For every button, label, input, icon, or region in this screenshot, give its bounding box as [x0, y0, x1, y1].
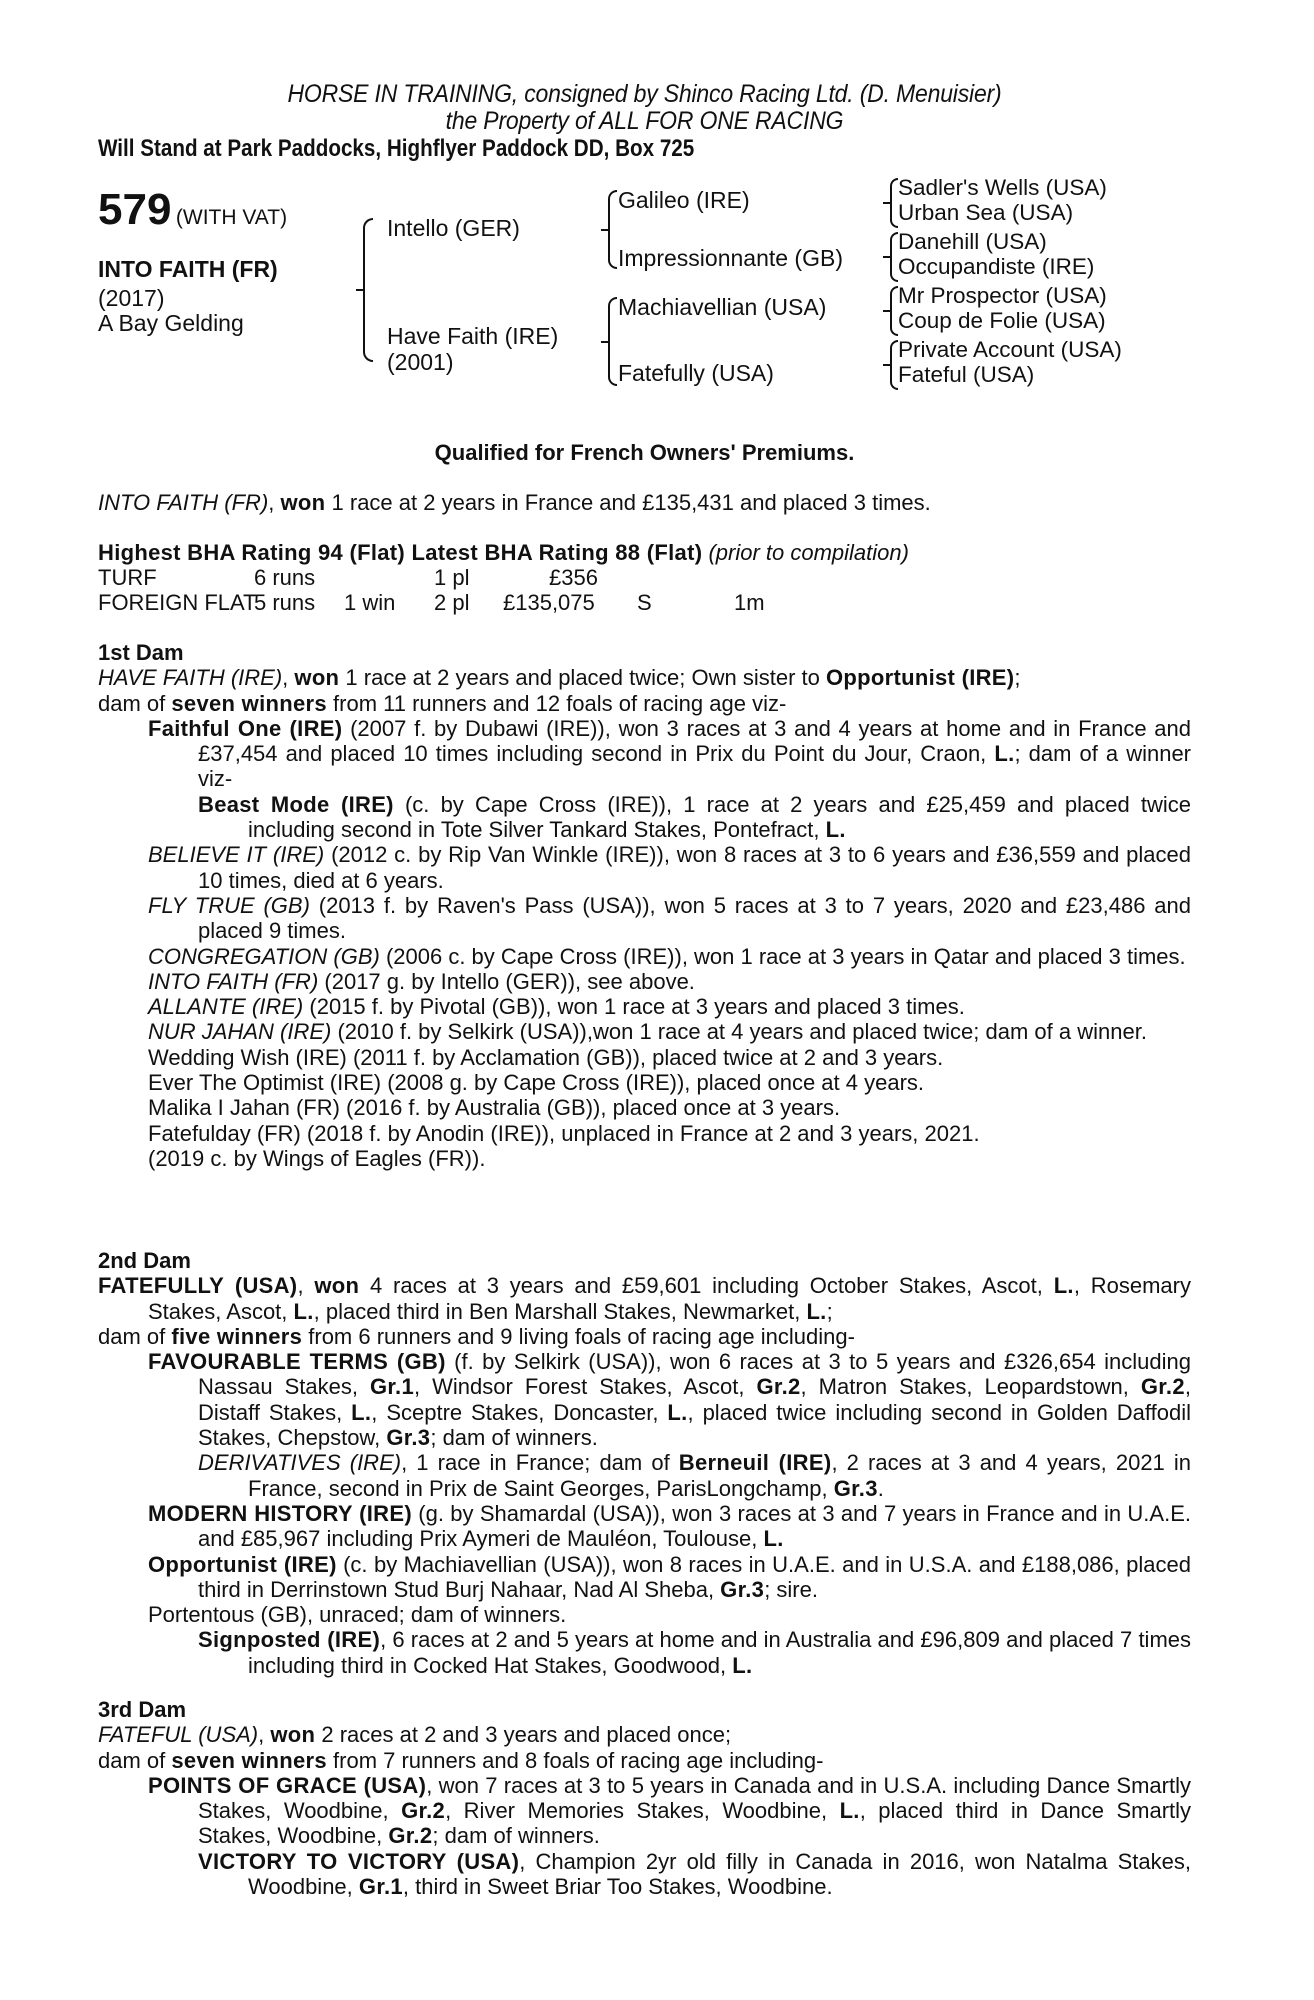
summary-text: 1 race at 2 years in France and £135,431 and placed 3 times. — [325, 490, 931, 515]
produce-entry — [98, 1349, 1191, 1450]
pedigree-ggp-1: Sadler's Wells (USA) — [898, 175, 1107, 200]
summary-horse-name: INTO FAITH (FR) — [98, 490, 269, 515]
won-label: won — [294, 665, 340, 691]
text: , Distaff Stakes, — [198, 1374, 1191, 1425]
second-dam-intro: FATEFULLY (USA), won 4 races at 3 years and £59,601 including October Stakes, Ascot, L., Rosemary Stakes, Ascot, L., placed third in Ben Marshall Stakes, Newmarket, L.; — [98, 1273, 1191, 1324]
grade-mark: Gr.3 — [833, 1475, 878, 1501]
pedigree-brace — [890, 178, 898, 228]
produce-text: (2010 f. by Selkirk (USA)),won 1 race at 4 years and placed twice; dam of a winner. — [331, 1019, 1147, 1045]
text: from 6 runners and 9 living foals of racing age including- — [302, 1323, 855, 1349]
punct: ; — [1014, 665, 1021, 691]
produce-entry — [98, 1627, 1191, 1678]
text: dam of — [98, 690, 172, 716]
lot-number-group — [98, 185, 287, 235]
second-dam-produce-summary — [98, 1324, 1191, 1349]
produce-entry — [98, 842, 1191, 893]
horse-name: INTO FAITH (FR) — [98, 256, 278, 282]
first-dam-section — [98, 640, 1191, 1171]
rating-note: (prior to compilation) — [708, 540, 909, 565]
first-dam-text: 1 race at 2 years and placed twice; Own sister to — [339, 665, 826, 691]
form-wins: 1 win — [344, 590, 396, 615]
first-dam-name: HAVE FAITH (IRE) — [98, 665, 283, 691]
pedigree-grandsire-2: Machiavellian (USA) — [618, 294, 827, 320]
text: 4 races at 3 years and £59,601 including October Stakes, Ascot, — [359, 1273, 1054, 1299]
produce-name: FAVOURABLE TERMS (GB) — [148, 1349, 446, 1375]
text: , 6 races at 2 and 5 years at home and in Australia and £96,809 and placed 7 times including third in Cocked Hat Stakes, Goodwood, — [248, 1627, 1192, 1678]
sibling-name: Opportunist (IRE) — [825, 665, 1015, 691]
produce-name: ALLANTE (IRE) — [148, 994, 304, 1020]
third-dam-section — [98, 1697, 1191, 1899]
text: ; dam of winners. — [430, 1425, 598, 1451]
text: from 7 runners and 8 foals of racing age including- — [326, 1747, 824, 1773]
produce-entry — [98, 1019, 1191, 1044]
produce-name: Signposted (IRE) — [198, 1627, 381, 1653]
produce-name: NUR JAHAN (IRE) — [148, 1019, 332, 1045]
produce-entry — [98, 1849, 1191, 1900]
third-dam-name: FATEFUL (USA) — [98, 1722, 259, 1748]
produce-name: Beast Mode (IRE) — [198, 791, 394, 817]
third-dam-heading: 3rd Dam — [98, 1697, 187, 1722]
form-row-foreign-flat — [98, 590, 898, 615]
produce-entry — [98, 1450, 1191, 1501]
produce-entry — [98, 1552, 1191, 1603]
location-line: Will Stand at Park Paddocks, Highflyer Paddock DD, Box 725 — [98, 135, 695, 162]
horse-description: A Bay Gelding — [98, 310, 244, 336]
second-dam-heading: 2nd Dam — [98, 1248, 191, 1273]
text: , third in Sweet Briar Too Stakes, Woodbine. — [402, 1874, 833, 1900]
text: , Champion 2yr old filly in Canada in 2016, won Natalma Stakes, Woodbine, — [248, 1848, 1191, 1900]
produce-entry — [98, 792, 1191, 843]
pedigree-brace — [363, 218, 373, 362]
grade-mark: Gr.3 — [386, 1425, 431, 1451]
third-dam-produce-summary — [98, 1748, 1191, 1773]
text: (c. by Machiavellian (USA)), won 8 races in U.A.E. and in U.S.A. and £188,086, placed third in Derrinstown Stud Burj Nahaar, Nad Al Sheba, — [198, 1551, 1191, 1602]
pedigree-ggp-3: Danehill (USA) — [898, 229, 1047, 254]
text: , won 7 races at 3 to 5 years in Canada and in U.S.A. including Dance Smartly Stakes, Woodbine, — [198, 1772, 1191, 1824]
premiums-note: Qualified for French Owners' Premiums. — [434, 440, 855, 465]
third-dam-intro: FATEFUL (USA), won 2 races at 2 and 3 years and placed once; — [98, 1722, 732, 1748]
produce-name: FLY TRUE (GB) — [148, 892, 310, 918]
produce-entry — [98, 994, 1191, 1019]
pedigree-ggp-7: Private Account (USA) — [898, 337, 1122, 362]
bha-rating — [98, 540, 1191, 565]
pedigree-brace — [608, 190, 617, 269]
listed-mark: L. — [351, 1399, 372, 1425]
pedigree-dam-year: (2001) — [387, 349, 454, 375]
first-dam-produce-summary — [98, 691, 1191, 716]
pedigree-granddam-1: Impressionnante (GB) — [618, 245, 843, 271]
listed-mark: L. — [1053, 1273, 1074, 1299]
produce-name: Opportunist (IRE) — [148, 1551, 337, 1577]
produce-entry — [98, 893, 1191, 944]
produce-name: INTO FAITH (FR) — [148, 968, 319, 994]
pedigree-sire: Intello (GER) — [387, 215, 520, 241]
form-type: TURF — [98, 565, 157, 590]
produce-text: (2007 f. by Dubawi (IRE)), won 3 races at 3 and 4 years at home and in France and £37,454 and placed 10 times including second in Prix du Point du Jour, Craon, — [198, 715, 1192, 767]
text: ; dam of winners. — [432, 1823, 600, 1849]
produce-entry: Wedding Wish (IRE) (2011 f. by Acclamation (GB)), placed twice at 2 and 3 years. — [148, 1044, 944, 1070]
rating-values: Highest BHA Rating 94 (Flat) Latest BHA Rating 88 (Flat) — [98, 540, 703, 565]
text: , Matron Stakes, Leopardstown, — [800, 1374, 1141, 1400]
text: dam of — [98, 1323, 172, 1349]
listed-mark: L. — [994, 741, 1015, 767]
form-placed: 1 pl — [434, 565, 470, 590]
horse-year: (2017) — [98, 285, 165, 311]
produce-text: (c. by Cape Cross (IRE)), 1 race at 2 years and £25,459 and placed twice including second in Tote Silver Tankard Stakes, Pontefract, — [248, 791, 1191, 843]
text: , 1 race in France; dam of — [401, 1450, 679, 1476]
form-going: S — [637, 590, 652, 615]
form-runs: 6 runs — [254, 565, 316, 590]
pedigree-ggp-6: Coup de Folie (USA) — [898, 308, 1106, 333]
listed-mark: L. — [806, 1298, 827, 1324]
winners-count: five winners — [171, 1323, 303, 1349]
form-table — [98, 565, 898, 617]
second-dam-section — [98, 1248, 1191, 1678]
produce-text: (2013 f. by Raven's Pass (USA)), won 5 races at 3 to 7 years, 2020 and £23,486 and placed 9 times. — [198, 892, 1191, 944]
text: , Windsor Forest Stakes, Ascot, — [414, 1374, 757, 1400]
produce-text: (2012 c. by Rip Van Winkle (IRE)), won 8 races at 3 to 6 years and £36,559 and placed 10 times, died at 6 years. — [198, 842, 1191, 893]
text: , 2 races at 3 and 4 years, 2021 in France, second in Prix de Saint Georges, ParisLongchamp, — [248, 1450, 1192, 1501]
produce-entry — [98, 716, 1191, 792]
vat-label: (WITH VAT) — [175, 206, 288, 229]
form-distance: 1m — [734, 590, 765, 615]
pedigree-grandsire-1: Galileo (IRE) — [618, 187, 750, 213]
produce-text: (2015 f. by Pivotal (GB)), won 1 race at 3 years and placed 3 times. — [303, 994, 965, 1020]
pedigree-brace — [890, 340, 898, 390]
listed-mark: L. — [293, 1298, 314, 1324]
text: , placed twice including second in Golden Daffodil Stakes, Chepstow, — [198, 1399, 1191, 1451]
grade-mark: Gr.1 — [358, 1874, 403, 1900]
punct: ; — [826, 1298, 833, 1324]
produce-entry: Portentous (GB), unraced; dam of winners. — [148, 1602, 567, 1628]
form-row-turf — [98, 565, 898, 590]
pedigree-granddam-2: Fatefully (USA) — [618, 360, 774, 386]
pedigree-dam: Have Faith (IRE) — [387, 323, 559, 349]
text: , placed third in Dance Smartly Stakes, Woodbine, — [198, 1798, 1192, 1849]
produce-entry — [98, 969, 1191, 994]
summary-won: won — [280, 490, 326, 515]
grade-mark: Gr.2 — [756, 1374, 801, 1400]
pedigree-brace — [608, 297, 617, 386]
produce-name: MODERN HISTORY (IRE) — [148, 1500, 412, 1526]
form-prize: £356 — [549, 565, 598, 590]
pedigree-brace — [890, 232, 898, 282]
grade-mark: Gr.2 — [1140, 1374, 1185, 1400]
produce-name: Berneuil (IRE) — [678, 1450, 832, 1476]
pedigree-brace — [890, 286, 898, 336]
text: from 11 runners and 12 foals of racing age viz- — [326, 690, 787, 716]
property-line: the Property of ALL FOR ONE RACING — [445, 107, 844, 135]
produce-entry — [98, 1773, 1191, 1849]
race-summary: INTO FAITH (FR), won 1 race at 2 years in France and £135,431 and placed 3 times. — [98, 490, 931, 515]
text: 2 races at 2 and 3 years and placed once; — [315, 1722, 732, 1748]
second-dam-name: FATEFULLY (USA) — [98, 1273, 298, 1299]
pedigree-ggp-5: Mr Prospector (USA) — [898, 283, 1107, 308]
produce-name: VICTORY TO VICTORY (USA) — [198, 1848, 520, 1874]
won-label: won — [314, 1273, 360, 1299]
listed-mark: L. — [763, 1526, 784, 1552]
form-type: FOREIGN FLAT — [98, 590, 257, 615]
winners-count: seven winners — [171, 690, 327, 716]
produce-entry — [98, 944, 1191, 969]
listed-mark: L. — [825, 817, 846, 843]
produce-entry: Malika I Jahan (FR) (2016 f. by Australia (GB)), placed once at 3 years. — [148, 1095, 841, 1121]
form-runs: 5 runs — [254, 590, 316, 615]
produce-entry: Fatefulday (FR) (2018 f. by Anodin (IRE)), unplaced in France at 2 and 3 years, 2021. — [148, 1120, 980, 1146]
grade-mark: Gr.3 — [720, 1576, 765, 1602]
won-label: won — [270, 1722, 316, 1748]
winners-count: seven winners — [171, 1747, 327, 1773]
listed-mark: L. — [732, 1652, 753, 1678]
lot-number: 579 — [98, 185, 172, 234]
produce-name: POINTS OF GRACE (USA) — [148, 1772, 427, 1798]
produce-text: (2017 g. by Intello (GER)), see above. — [318, 968, 695, 994]
produce-entry: (2019 c. by Wings of Eagles (FR)). — [148, 1145, 486, 1171]
produce-entry — [98, 1501, 1191, 1552]
pedigree-ggp-8: Fateful (USA) — [898, 362, 1035, 387]
text: (f. by Selkirk (USA)), won 6 races at 3 to 5 years and £326,654 including Nassau Stakes, — [198, 1349, 1192, 1400]
first-dam-heading: 1st Dam — [98, 640, 184, 665]
punct: . — [877, 1475, 884, 1501]
produce-name: DERIVATIVES (IRE) — [198, 1450, 402, 1476]
text: , Sceptre Stakes, Doncaster, — [371, 1399, 668, 1425]
text: dam of — [98, 1747, 172, 1773]
produce-entry: Ever The Optimist (IRE) (2008 g. by Cape Cross (IRE)), placed once at 4 years. — [148, 1070, 925, 1096]
text: , Rosemary Stakes, Ascot, — [148, 1273, 1191, 1324]
produce-name: CONGREGATION (GB) — [148, 943, 380, 969]
pedigree-ggp-4: Occupandiste (IRE) — [898, 254, 1095, 279]
listed-mark: L. — [667, 1399, 688, 1425]
produce-text: (2006 c. by Cape Cross (IRE)), won 1 race at 3 years in Qatar and placed 3 times. — [379, 943, 1186, 969]
text: , River Memories Stakes, Woodbine, — [445, 1798, 840, 1824]
grade-mark: Gr.2 — [388, 1823, 433, 1849]
listed-mark: L. — [839, 1798, 860, 1824]
grade-mark: Gr.1 — [370, 1374, 415, 1400]
consignor-line: HORSE IN TRAINING, consigned by Shinco Racing Ltd. (D. Menuisier) — [287, 80, 1002, 108]
text: , placed third in Ben Marshall Stakes, Newmarket, — [313, 1298, 807, 1324]
text: (g. by Shamardal (USA)), won 3 races at 3 and 7 years in France and in U.A.E. and £85,967 including Prix Aymeri de Mauléon, Toulouse, — [198, 1500, 1191, 1552]
punct: ; sire. — [764, 1576, 818, 1602]
pedigree-ggp-2: Urban Sea (USA) — [898, 200, 1074, 225]
first-dam-intro: HAVE FAITH (IRE), won 1 race at 2 years and placed twice; Own sister to Opportunist (IRE); — [98, 665, 1021, 691]
grade-mark: Gr.2 — [401, 1798, 446, 1824]
produce-name: BELIEVE IT (IRE) — [148, 842, 325, 868]
form-prize: £135,075 — [503, 590, 595, 615]
produce-name: Faithful One (IRE) — [148, 715, 343, 741]
form-placed: 2 pl — [434, 590, 470, 615]
produce-text: ; dam of a winner viz- — [198, 741, 1192, 792]
